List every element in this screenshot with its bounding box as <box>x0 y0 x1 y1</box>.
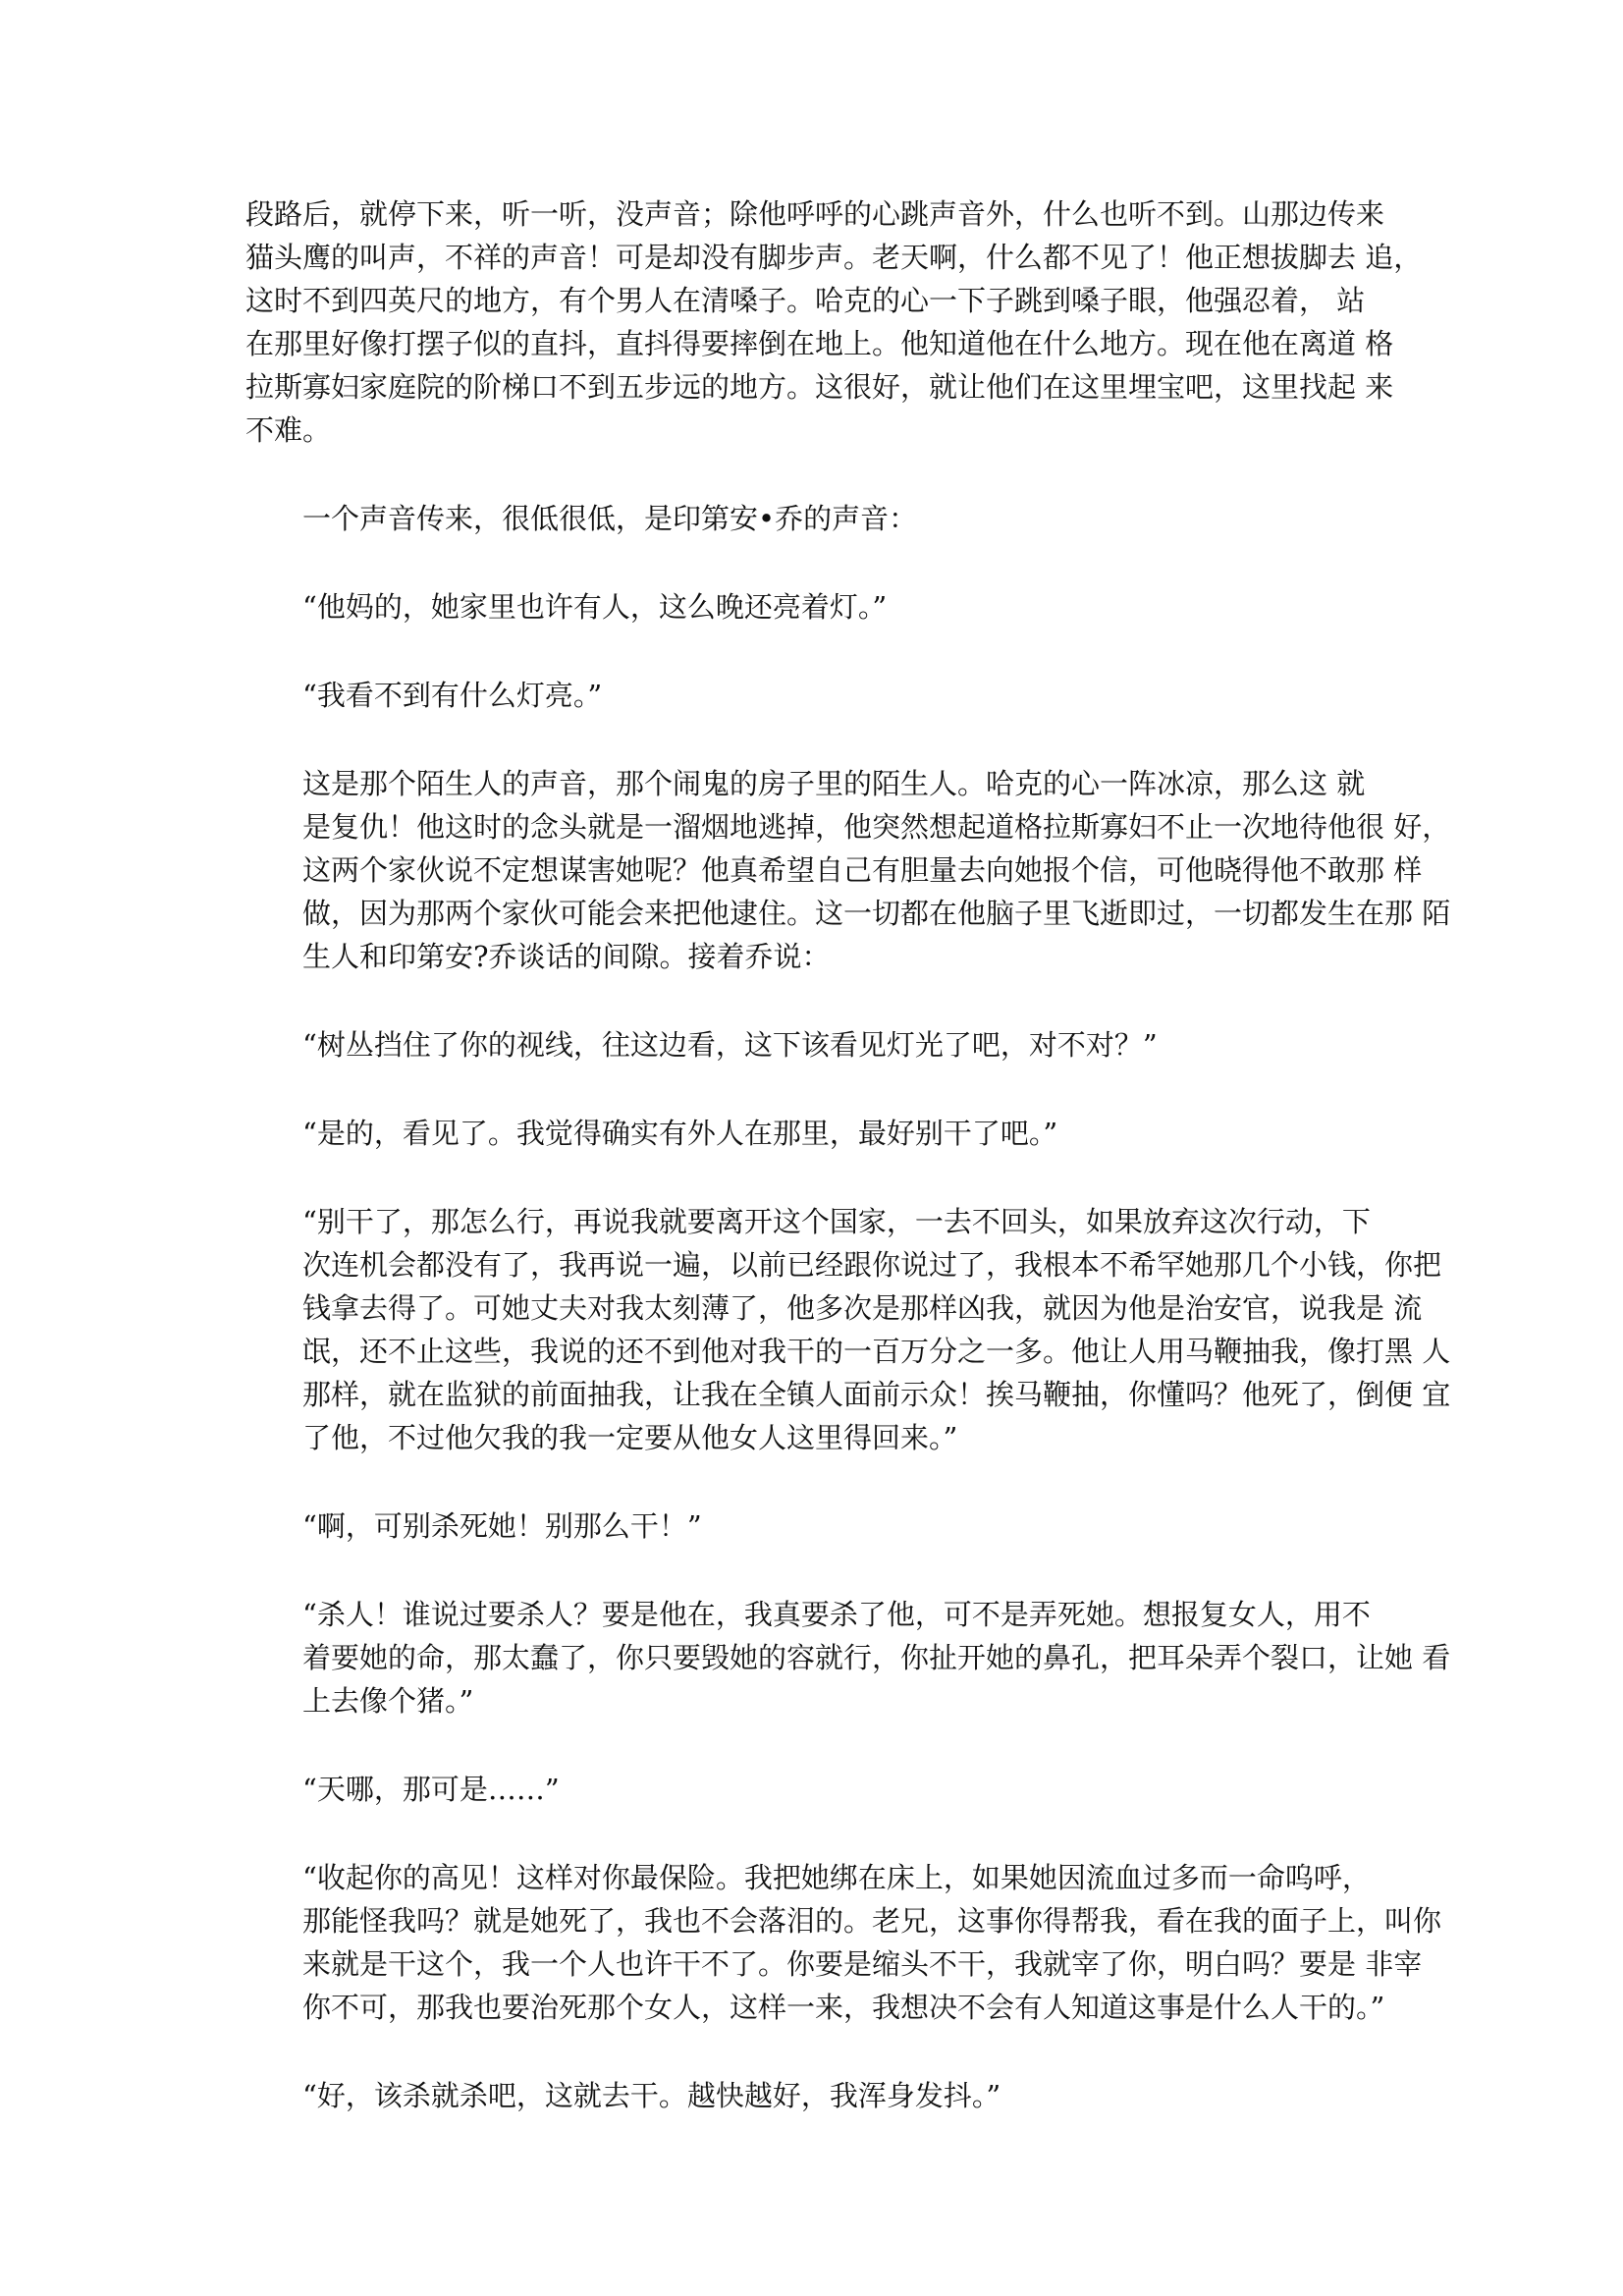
dialogue-paragraph <box>245 1200 1451 1459</box>
dialogue-paragraph <box>245 1593 1451 1722</box>
dialogue-paragraph <box>245 1112 1384 1155</box>
text-line: “是的，看见了。我觉得确实有外人在那里，最好别干了吧。” <box>302 1117 1058 1150</box>
text-line: 段路后，就停下来，听一听，没声音；除他呼呼的心跳声音外，什么也听不到。山那边传来 <box>245 197 1385 231</box>
text-line: 这是那个陌生人的声音，那个闹鬼的房子里的陌生人。哈克的心一阵冰凉，那么这 就 <box>302 767 1366 800</box>
paragraph <box>245 192 1423 452</box>
paragraph <box>245 497 1384 540</box>
dialogue-paragraph <box>245 1023 1384 1066</box>
dialogue-paragraph <box>245 1768 1384 1811</box>
text-line: 在那里好像打摆子似的直抖，直抖得要摔倒在地上。他知道他在什么地方。现在他在离道 格 <box>245 327 1394 360</box>
text-line: 了他，不过他欠我的我一定要从他女人这里得回来。” <box>302 1421 958 1454</box>
dialogue-paragraph <box>245 1504 1384 1548</box>
text-line: 你不可，那我也要治死那个女人，这样一来，我想决不会有人知道这事是什么人干的。” <box>302 1991 1385 2024</box>
text-line: 一个声音传来，很低很低，是印第安•乔的声音： <box>302 502 918 535</box>
text-line: “天哪，那可是……” <box>302 1773 560 1806</box>
text-line: 做，因为那两个家伙可能会来把他逮住。这一切都在他脑子里飞逝即过，一切都发生在那 陌 <box>302 897 1451 930</box>
text-line: 这两个家伙说不定想谋害她呢？他真希望自己有胆量去向她报个信，可他晓得他不敢那 样 <box>302 853 1423 887</box>
text-line: “杀人！谁说过要杀人？要是他在，我真要杀了他，可不是弄死她。想报复女人，用不 <box>302 1598 1371 1631</box>
text-line: 这时不到四英尺的地方，有个男人在清嗓子。哈克的心一下子跳到嗓子眼，他强忍着， 站 <box>245 284 1366 317</box>
text-line: 着要她的命，那太蠢了，你只要毁她的容就行，你扯开她的鼻孔，把耳朵弄个裂口，让她 看 <box>302 1641 1451 1674</box>
text-line: “收起你的高见！这样对你最保险。我把她绑在床上，如果她因流血过多而一命呜呼， <box>302 1861 1371 1894</box>
dialogue-paragraph <box>245 1856 1442 2029</box>
text-line: “啊，可别杀死她！别那么干！” <box>302 1509 702 1543</box>
document-page <box>245 192 1451 2162</box>
text-line: “树丛挡住了你的视线，往这边看，这下该看见灯光了吧，对不对？” <box>302 1028 1158 1062</box>
dialogue-paragraph <box>245 674 1384 717</box>
text-line: “别干了，那怎么行，再说我就要离开这个国家，一去不回头，如果放弃这次行动，下 <box>302 1205 1371 1238</box>
text-line: 是复仇！他这时的念头就是一溜烟地逃掉，他突然想起道格拉斯寡妇不止一次地待他很 好， <box>302 810 1451 844</box>
dialogue-paragraph <box>245 2074 1384 2117</box>
paragraph <box>245 762 1451 978</box>
text-line: 钱拿去得了。可她丈夫对我太刻薄了，他多次是那样凶我，就因为他是治安官，说我是 流 <box>302 1291 1423 1325</box>
text-line: 猫头鹰的叫声，不祥的声音！可是却没有脚步声。老天啊，什么都不见了！他正想拔脚去 追， <box>245 241 1423 274</box>
text-line: “他妈的，她家里也许有人，这么晚还亮着灯。” <box>302 590 888 624</box>
text-line: 来就是干这个，我一个人也许干不了。你要是缩头不干，我就宰了你，明白吗？要是 非宰 <box>302 1947 1423 1981</box>
text-line: 次连机会都没有了，我再说一遍，以前已经跟你说过了，我根本不希罕她那几个小钱，你把 <box>302 1248 1442 1282</box>
text-line: 生人和印第安?乔谈话的间隙。接着乔说： <box>302 940 831 973</box>
text-line: 那能怪我吗？就是她死了，我也不会落泪的。老兄，这事你得帮我，看在我的面子上，叫你 <box>302 1904 1442 1938</box>
text-line: 不难。 <box>245 413 332 447</box>
text-line: “好，该杀就杀吧，这就去干。越快越好，我浑身发抖。” <box>302 2079 1001 2112</box>
text-line: 上去像个猪。” <box>302 1684 474 1718</box>
text-line: 那样，就在监狱的前面抽我，让我在全镇人面前示众！挨马鞭抽，你懂吗？他死了，倒便 宜 <box>302 1378 1451 1411</box>
dialogue-paragraph <box>245 585 1384 629</box>
text-line: “我看不到有什么灯亮。” <box>302 679 603 712</box>
text-line: 氓，还不止这些，我说的还不到他对我干的一百万分之一多。他让人用马鞭抽我，像打黑 人 <box>302 1335 1451 1368</box>
text-line: 拉斯寡妇家庭院的阶梯口不到五步远的地方。这很好，就让他们在这里埋宝吧，这里找起 来 <box>245 370 1394 404</box>
